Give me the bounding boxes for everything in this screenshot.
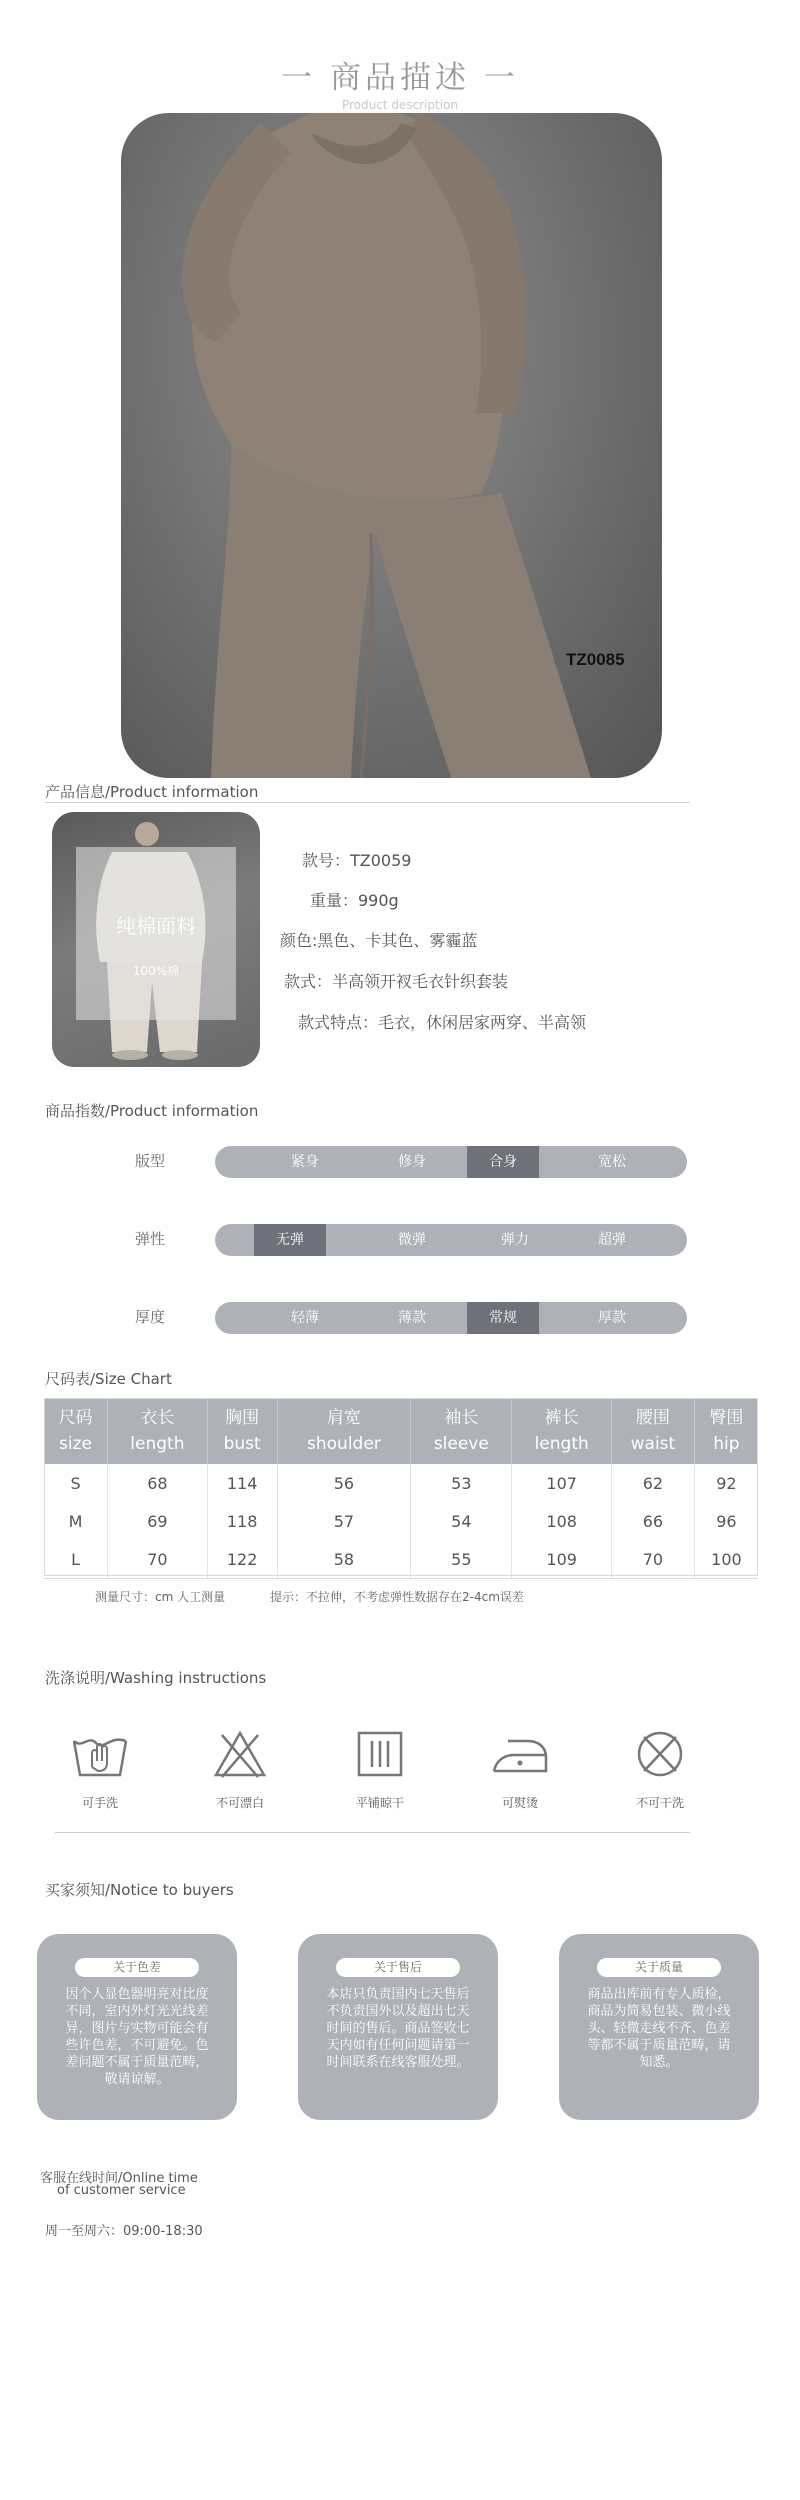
cell: 109 — [512, 1540, 612, 1579]
col-header-size: 尺码 size — [44, 1398, 108, 1464]
col-header-waist: 腰围 waist — [611, 1398, 694, 1464]
cell: 66 — [611, 1502, 694, 1540]
hand-wash-icon — [70, 1727, 130, 1781]
no-bleach-label: 不可漂白 — [215, 1796, 264, 1810]
divider — [55, 1832, 690, 1833]
thickness-scale — [215, 1302, 687, 1334]
hero-product-image — [121, 113, 662, 778]
no-bleach-icon — [210, 1727, 270, 1781]
cell: 107 — [512, 1464, 612, 1502]
service-time-label: 客服在线时间/Online time — [40, 2171, 198, 2186]
info-style-number: 款号：TZ0059 — [302, 851, 412, 870]
service-time-label-en: of customer service — [57, 2183, 186, 2198]
cell: 69 — [108, 1502, 208, 1540]
no-machine-wash-icon — [630, 1727, 690, 1781]
notice-card-title: 关于售后 — [336, 1958, 460, 1977]
notice-card-after-sales — [298, 1934, 498, 2120]
notice-card-text: 因个人显色器明亮对比度不同，室内外灯光光线差异，图片与实物可能会有些许色差，不可避免。色差问题不属于质量范畴，敬请谅解。 — [65, 1987, 209, 2087]
cell: M — [68, 1511, 83, 1531]
index-label-thickness: 厚度 — [135, 1308, 166, 1326]
index-label-elasticity: 弹性 — [135, 1230, 166, 1248]
cell: 100 — [694, 1540, 758, 1579]
cell: 53 — [411, 1464, 512, 1502]
thickness-option-selected: 常规 — [467, 1302, 539, 1334]
notice-card-title: 关于色差 — [75, 1958, 199, 1977]
fit-option-selected: 合身 — [467, 1146, 539, 1178]
col-header-length: 衣长 length — [108, 1398, 208, 1464]
col-header-hip: 臀围 hip — [694, 1398, 758, 1464]
cell: 92 — [694, 1464, 758, 1502]
index-label-fit: 版型 — [135, 1152, 166, 1170]
fit-option: 紧身 — [291, 1154, 319, 1170]
info-colors: 颜色:黑色、卡其色、雾霾蓝 — [280, 931, 478, 950]
washing-heading: 洗涤说明/Washing instructions — [45, 1669, 267, 1687]
col-header-shoulder: 肩宽 shoulder — [277, 1398, 411, 1464]
cell: 118 — [207, 1502, 277, 1540]
fit-option: 宽松 — [598, 1154, 626, 1170]
cell: S — [70, 1473, 81, 1493]
hand-wash-label: 可手洗 — [81, 1796, 118, 1810]
elasticity-option: 微弹 — [398, 1232, 426, 1248]
info-weight: 重量：990g — [310, 891, 399, 910]
fit-option: 修身 — [398, 1154, 426, 1170]
cell: 122 — [207, 1540, 277, 1579]
measure-note: 测量尺寸：cm 人工测量 — [95, 1590, 226, 1604]
no-machine-wash-label: 不可干洗 — [635, 1796, 684, 1810]
product-info-heading: 产品信息/Product information — [45, 783, 259, 801]
notice-card-text: 本店只负责国内七天售后不负责国外以及超出七天时间的售后。商品签收七天内如有任何问题请第一时间联系在线客服处理。 — [326, 1987, 470, 2070]
cell: 54 — [411, 1502, 512, 1540]
section-subtitle: Product description — [341, 98, 459, 112]
cell: 57 — [277, 1502, 411, 1540]
elasticity-option-selected: 无弹 — [254, 1224, 326, 1256]
cell: 55 — [411, 1540, 512, 1579]
col-header-bust: 胸围 bust — [207, 1398, 277, 1464]
cell: 108 — [512, 1502, 612, 1540]
info-features: 款式特点：毛衣，休闲居家两穿、半高领 — [298, 1013, 587, 1032]
size-chart-table — [44, 1398, 758, 1579]
notice-card-color — [37, 1934, 237, 2120]
stretch-tip: 提示：不拉伸，不考虑弹性数据存在2-4cm误差 — [270, 1590, 524, 1604]
cell: L — [44, 1540, 108, 1579]
cell: 114 — [207, 1464, 277, 1502]
col-header-pants-length: 裤长 length — [512, 1398, 612, 1464]
table-row — [44, 1502, 758, 1540]
fit-scale — [215, 1146, 687, 1178]
service-hours: 周一至周六：09:00-18:30 — [45, 2224, 203, 2239]
table-row — [44, 1540, 758, 1579]
elasticity-option: 超弹 — [598, 1232, 626, 1248]
thickness-option: 厚款 — [598, 1310, 626, 1326]
divider — [45, 802, 690, 803]
product-index-heading: 商品指数/Product information — [45, 1102, 259, 1120]
notice-heading: 买家须知/Notice to buyers — [45, 1881, 234, 1899]
notice-card-quality — [559, 1934, 759, 2120]
table-row — [44, 1464, 758, 1502]
section-title: 一 商品描述 一 — [281, 60, 519, 96]
product-code-label: TZ0085 — [566, 650, 625, 669]
dry-flat-label: 平铺晾干 — [355, 1796, 404, 1810]
col-header-sleeve: 袖长 sleeve — [411, 1398, 512, 1464]
cell: 58 — [277, 1540, 411, 1579]
thickness-option: 薄款 — [398, 1310, 426, 1326]
cell: 68 — [108, 1464, 208, 1502]
fabric-badge-subtitle: 100%棉 — [132, 964, 180, 978]
size-chart-header-row — [44, 1398, 758, 1464]
thickness-option: 轻薄 — [291, 1310, 319, 1326]
elasticity-option: 弹力 — [501, 1232, 529, 1248]
cell: 70 — [108, 1540, 208, 1579]
cell: 70 — [611, 1540, 694, 1579]
iron-icon — [490, 1727, 550, 1781]
cell: 56 — [277, 1464, 411, 1502]
notice-card-text: 商品出库前有专人质检，商品为简易包装、微小线头、轻微走线不齐、色差等都不属于质量范畴，请知悉。 — [587, 1987, 731, 2070]
model-illustration — [121, 113, 662, 778]
dry-flat-icon — [350, 1727, 410, 1781]
info-style: 款式：半高领开衩毛衣针织套装 — [284, 972, 509, 991]
size-chart-heading: 尺码表/Size Chart — [45, 1370, 172, 1388]
cell: 96 — [694, 1502, 758, 1540]
notice-card-title: 关于质量 — [597, 1958, 721, 1977]
fabric-badge-title: 纯棉面料 — [116, 914, 196, 938]
iron-label: 可熨烫 — [501, 1796, 538, 1810]
cell: 62 — [611, 1464, 694, 1502]
elasticity-scale — [215, 1224, 687, 1256]
